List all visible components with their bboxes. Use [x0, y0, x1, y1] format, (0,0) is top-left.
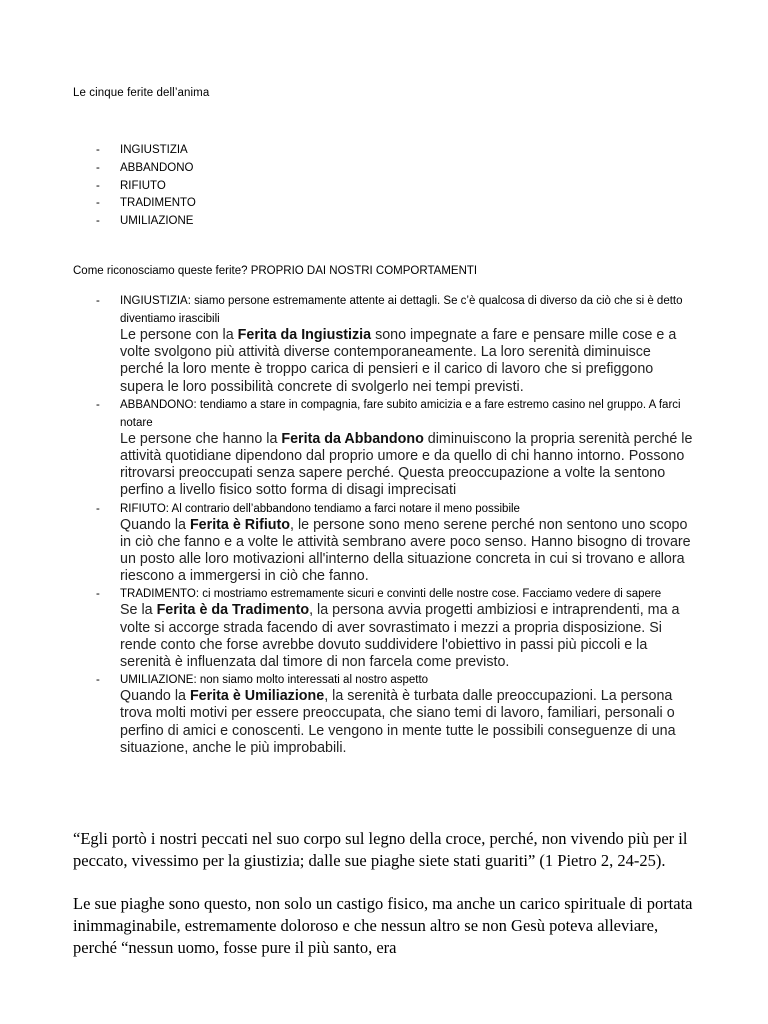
bullet-dash: -: [96, 144, 100, 156]
bullet-dash: -: [96, 674, 100, 687]
bullet-dash: -: [96, 215, 100, 228]
list-item: - TRADIMENTO: [96, 195, 196, 213]
wound-description: Quando la Ferita è Rifiuto, le persone sono meno serene perché non sentono uno scopo in ciò che fanno e a volte le attività sembrano avere poco senso. Hanno bisogno di trovare un posto alle loro motivazioni all'interno della situazione concreta in cui si trovano e allora riescono a immergersi in ciò che fanno.: [120, 516, 691, 585]
wound-heading: ABBANDONO: tendiamo a stare in compagnia, fare subito amicizia e a fare estremo casino nel gruppo. A farci notare: [120, 398, 681, 429]
document-title: Le cinque ferite dell’anima: [73, 87, 210, 99]
list-item: - INGIUSTIZIA: [96, 142, 196, 160]
wound-description: Le persone che hanno la Ferita da Abbandono diminuiscono la propria serenità perché le attività quotidiane dipendono dal proprio umore e da quello di chi hanno intorno. Possono ritrovarsi preoccupati senza sapere perché. Questa preoccupazione a volte la sentono perfino a livello fisico sotto forma di disagi imprecisati: [120, 430, 693, 499]
section-question: Come riconosciamo queste ferite? PROPRIO DAI NOSTRI COMPORTAMENTI: [73, 265, 478, 277]
wound-item-umiliazione: [96, 671, 696, 757]
wound-item-abbandono: [96, 396, 696, 500]
wound-descriptions: [96, 292, 696, 757]
bullet-dash: -: [96, 588, 100, 601]
wound-heading: TRADIMENTO: ci mostriamo estremamente sicuri e convinti delle nostre cose. Facciamo vedere di sapere: [120, 588, 662, 601]
bullet-dash: -: [96, 398, 100, 411]
bullet-dash: -: [96, 179, 100, 192]
wound-item-rifiuto: [96, 500, 696, 586]
closing-paragraph: Le sue piaghe sono questo, non solo un castigo fisico, ma anche un carico spirituale di portata inimmaginabile, estremamente doloroso e che nessun altro se non Gesù poteva alleviare, perché “nessun uomo, fosse pure il più santo, era: [73, 894, 693, 957]
wound-description: Quando la Ferita è Umiliazione, la serenità è turbata dalle preoccupazioni. La persona trova molti motivi per essere preoccupata, che siano temi di lavoro, familiari, personali o perfino di amici e conoscenti. Le vengono in mente tutte le possibili conseguenze di una situazione, anche le più improbabili.: [120, 688, 676, 756]
list-item: - UMILIAZIONE: [96, 213, 196, 231]
wound-item-tradimento: [96, 585, 696, 671]
bible-quote: “Egli portò i nostri peccati nel suo corpo sul legno della croce, perché, non vivendo più per il peccato, vivessimo per la giustizia; dalle sue piaghe siete stati guariti” (1 Pietro 2, 24-25).: [73, 829, 688, 870]
bullet-dash: -: [96, 295, 100, 307]
wound-description: Le persone con la Ferita da Ingiustizia sono impegnate a fare e pensare mille cose e a volte svolgono più attività diverse contemporaneamente. La loro serenità diminuisce perché la loro mente è troppo carica di pensieri e il carico di lavoro che si prefiggono supera le loro possibilità concrete di svolgerlo nei tempi previsti.: [120, 327, 677, 395]
list-item: - RIFIUTO: [96, 178, 196, 196]
wound-description: Se la Ferita è da Tradimento, la persona avvia progetti ambiziosi e intraprendenti, ma a volte si accorge strada facendo di aver sovrastimato i mezzi a propria disposizione. Si rende conto che forse avrebbe dovuto suddividere l'obiettivo in passi più piccoli e la serenità è influenzata dal timore di non farcela come previsto.: [120, 602, 680, 671]
bullet-dash: -: [96, 161, 100, 174]
bullet-dash: -: [96, 197, 100, 210]
wounds-list: [96, 142, 196, 231]
wound-heading: UMILIAZIONE: non siamo molto interessati al nostro aspetto: [120, 674, 429, 687]
wound-item-ingiustizia: [96, 292, 696, 396]
list-item: - ABBANDONO: [96, 160, 196, 178]
wound-heading: RIFIUTO: Al contrario dell’abbandono tendiamo a farci notare il meno possibile: [120, 502, 520, 515]
bullet-dash: -: [96, 502, 100, 515]
wound-heading: INGIUSTIZIA: siamo persone estremamente attente ai dettagli. Se c’è qualcosa di diverso da ciò che si è detto diventiamo irascibili: [120, 295, 683, 325]
